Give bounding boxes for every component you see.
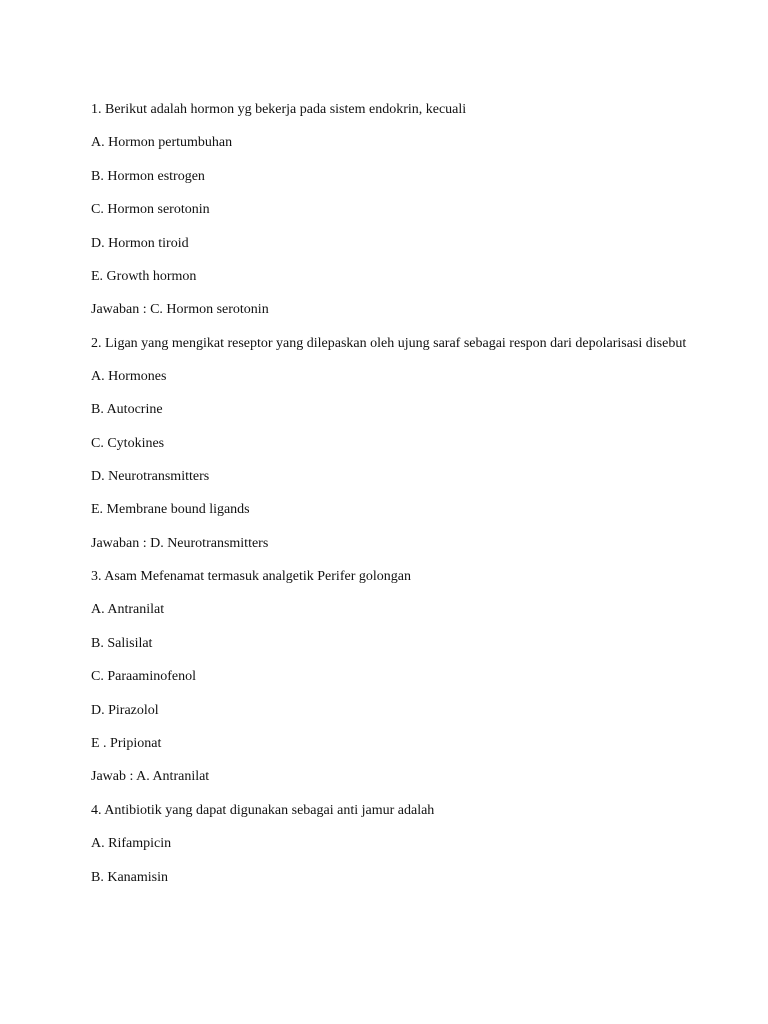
option-c: C. Paraaminofenol: [91, 669, 196, 685]
option-c: C. Cytokines: [91, 435, 165, 451]
question-text: 3. Asam Mefenamat termasuk analgetik Perifer golongan: [91, 569, 411, 585]
option-a: A. Hormones: [91, 368, 167, 384]
option-e: E . Pripionat: [91, 736, 162, 752]
option-d: D. Neurotransmitters: [91, 468, 210, 484]
option-e: E. Growth hormon: [91, 268, 197, 284]
option-d: D. Pirazolol: [91, 702, 159, 718]
question-text: 1. Berikut adalah hormon yg bekerja pada sistem endokrin, kecuali: [91, 102, 467, 117]
option-b: B. Autocrine: [91, 402, 163, 418]
question-2: [91, 334, 711, 554]
option-a: A. Rifampicin: [91, 836, 172, 852]
option-a: A. Antranilat: [91, 602, 165, 618]
option-b: B. Salisilat: [91, 635, 153, 651]
question-text: 2. Ligan yang mengikat reseptor yang dilepaskan oleh ujung saraf sebagai respon dari depolarisasi disebut: [91, 335, 687, 351]
question-1: [91, 100, 711, 320]
question-4: [91, 801, 711, 888]
option-d: D. Hormon tiroid: [91, 235, 189, 251]
question-3: [91, 567, 711, 787]
option-a: A. Hormon pertumbuhan: [91, 135, 233, 151]
answer-text: Jawab : A. Antranilat: [91, 769, 210, 785]
option-c: C. Hormon serotonin: [91, 202, 210, 218]
question-text: 4. Antibiotik yang dapat digunakan sebagai anti jamur adalah: [91, 802, 435, 818]
option-e: E. Membrane bound ligands: [91, 502, 250, 518]
answer-text: Jawaban : C. Hormon serotonin: [91, 302, 269, 318]
answer-text: Jawaban : D. Neurotransmitters: [91, 535, 269, 551]
option-b: B. Kanamisin: [91, 869, 168, 885]
option-b: B. Hormon estrogen: [91, 168, 205, 184]
document-page: [91, 100, 711, 901]
